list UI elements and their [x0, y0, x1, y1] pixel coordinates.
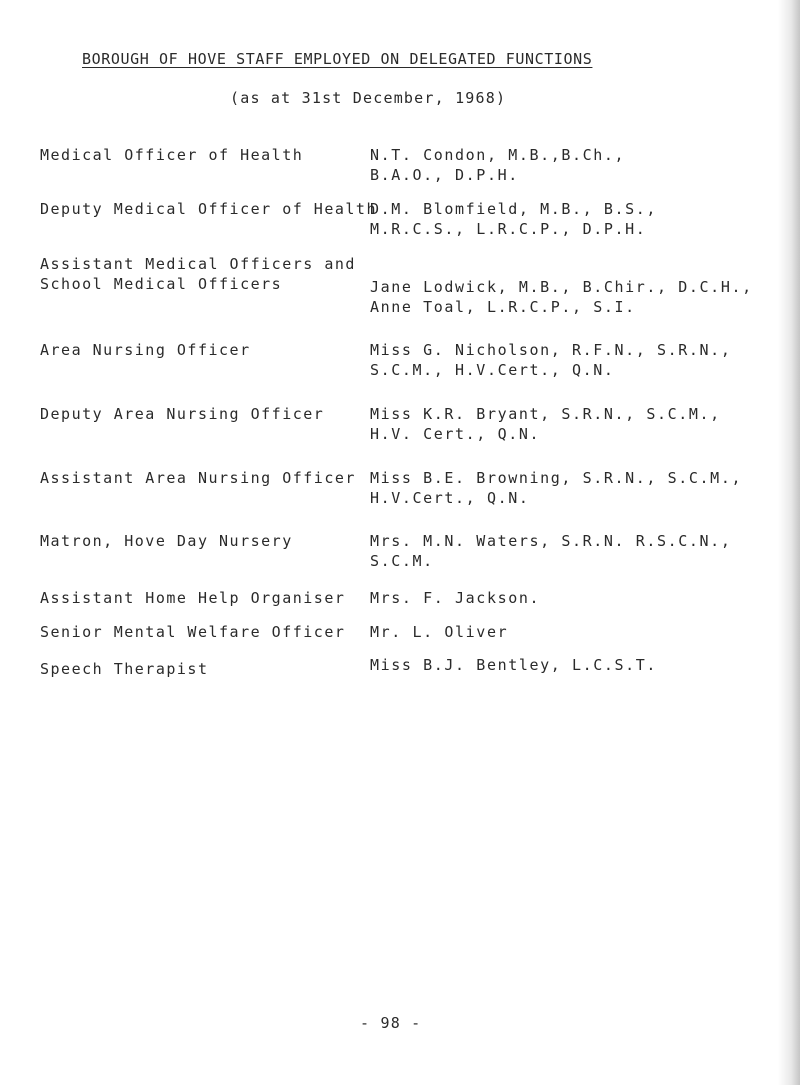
staff-role	[40, 531, 293, 551]
staff-role-line: Area Nursing Officer	[40, 341, 251, 359]
staff-role	[40, 659, 209, 679]
staff-role	[40, 588, 345, 608]
staff-holder	[370, 277, 753, 317]
staff-holder-line: Miss K.R. Bryant, S.R.N., S.C.M.,	[370, 405, 721, 423]
staff-holder-line: Miss B.E. Browning, S.R.N., S.C.M.,	[370, 469, 743, 487]
staff-holder	[370, 340, 731, 380]
page-number: - 98 -	[360, 1014, 422, 1032]
staff-holder-line: Mrs. F. Jackson.	[370, 589, 541, 607]
staff-holder-line: M.R.C.S., L.R.C.P., D.P.H.	[370, 220, 647, 238]
staff-holder	[370, 468, 742, 508]
staff-holder	[370, 199, 657, 239]
staff-holder-line: H.V.Cert., Q.N.	[370, 489, 530, 507]
page-edge-shadow	[778, 0, 800, 1085]
staff-role-line: School Medical Officers	[40, 275, 283, 293]
staff-role	[40, 254, 356, 294]
staff-role-line: Assistant Medical Officers and	[40, 255, 356, 273]
staff-role-line: Senior Mental Welfare Officer	[40, 623, 346, 641]
staff-holder-line: H.V. Cert., Q.N.	[370, 425, 541, 443]
staff-role-line: Assistant Area Nursing Officer	[40, 469, 356, 487]
document-subtitle: (as at 31st December, 1968)	[230, 89, 507, 107]
staff-role-line: Deputy Medical Officer of Health	[40, 200, 377, 218]
document-title: BOROUGH OF HOVE STAFF EMPLOYED ON DELEGATED FUNCTIONS	[82, 50, 593, 68]
staff-holder-line: B.A.O., D.P.H.	[370, 166, 519, 184]
staff-role	[40, 468, 356, 488]
staff-holder-line: Mr. L. Oliver	[370, 623, 509, 641]
staff-holder-line: Jane Lodwick, M.B., B.Chir., D.C.H.,	[370, 278, 753, 296]
staff-holder-line: Miss B.J. Bentley, L.C.S.T.	[370, 656, 658, 674]
staff-role	[40, 404, 324, 424]
staff-role	[40, 622, 345, 642]
staff-holder	[370, 622, 508, 642]
staff-holder-line: D.M. Blomfield, M.B., B.S.,	[370, 200, 658, 218]
staff-role-line: Deputy Area Nursing Officer	[40, 405, 325, 423]
staff-holder-line: Miss G. Nicholson, R.F.N., S.R.N.,	[370, 341, 732, 359]
staff-holder	[370, 655, 657, 675]
staff-holder-line: Mrs. M.N. Waters, S.R.N. R.S.C.N.,	[370, 532, 732, 550]
staff-role	[40, 340, 251, 360]
staff-role-line: Medical Officer of Health	[40, 146, 304, 164]
staff-role-line: Matron, Hove Day Nursery	[40, 532, 293, 550]
staff-holder-line: S.C.M., H.V.Cert., Q.N.	[370, 361, 615, 379]
staff-holder	[370, 404, 721, 444]
staff-holder-line: N.T. Condon, M.B.,B.Ch.,	[370, 146, 626, 164]
staff-holder-line: Anne Toal, L.R.C.P., S.I.	[370, 298, 636, 316]
staff-holder	[370, 588, 540, 608]
staff-role-line: Assistant Home Help Organiser	[40, 589, 346, 607]
staff-role	[40, 199, 377, 219]
staff-role	[40, 145, 303, 165]
staff-holder	[370, 145, 625, 185]
staff-holder-line: S.C.M.	[370, 552, 434, 570]
staff-holder	[370, 531, 731, 571]
staff-role-line: Speech Therapist	[40, 660, 209, 678]
